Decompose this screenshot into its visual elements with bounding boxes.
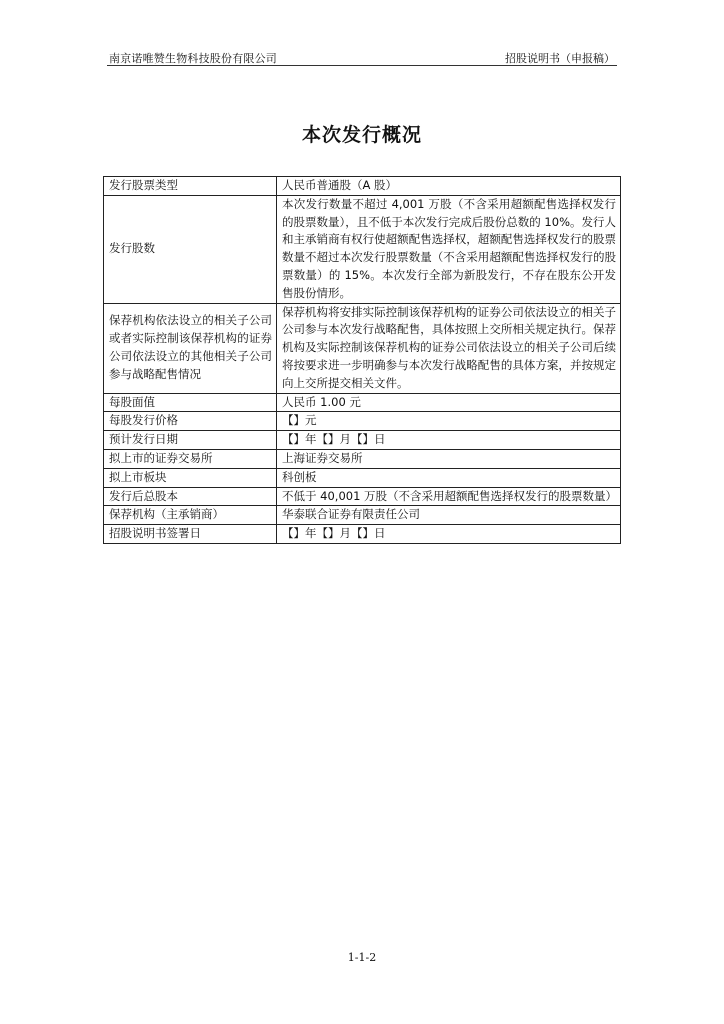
table-row: [104, 412, 621, 431]
row-value: 科创板: [277, 468, 621, 487]
row-label: 拟上市的证券交易所: [104, 449, 277, 468]
row-label: 发行后总股本: [104, 487, 277, 506]
row-value: 人民币普通股（A 股）: [277, 177, 621, 196]
row-label: 每股发行价格: [104, 412, 277, 431]
row-label: 拟上市板块: [104, 468, 277, 487]
table-row: [104, 195, 621, 303]
table-row: [104, 487, 621, 506]
table-row: [104, 506, 621, 525]
row-value: 华泰联合证券有限责任公司: [277, 506, 621, 525]
table-row: [104, 449, 621, 468]
table-row: [104, 303, 621, 393]
row-label: 招股说明书签署日: [104, 525, 277, 544]
row-value: 上海证券交易所: [277, 449, 621, 468]
row-label: 保荐机构依法设立的相关子公司或者实际控制该保荐机构的证券公司依法设立的其他相关子公司参与战略配售情况: [104, 303, 277, 393]
row-value: 本次发行数量不超过 4,001 万股（不含采用超额配售选择权发行的股票数量），且不低于本次发行完成后股份总数的 10%。发行人和主承销商有权行使超额配售选择权，超额配售选择权发行的股票数量不超过本次发行股票数量（不含采用超额配售选择权发行的股票数量）的 15%。本次发行全部为新股发行，不存在股东公开发售股份情形。: [277, 195, 621, 303]
header-rule: [107, 65, 617, 66]
row-value: 人民币 1.00 元: [277, 393, 621, 412]
row-value: 不低于 40,001 万股（不含采用超额配售选择权发行的股票数量）: [277, 487, 621, 506]
row-value: 【】年【】月【】日: [277, 431, 621, 450]
row-value: 【】年【】月【】日: [277, 525, 621, 544]
row-label: 发行股票类型: [104, 177, 277, 196]
page-title: 本次发行概况: [301, 124, 422, 146]
offering-summary-table: [103, 176, 621, 544]
table-row: [104, 468, 621, 487]
document-type: 招股说明书（申报稿）: [505, 52, 615, 65]
table-row: [104, 431, 621, 450]
page-header: [107, 50, 617, 64]
row-label: 发行股数: [104, 195, 277, 303]
row-label: 保荐机构（主承销商）: [104, 506, 277, 525]
table-row: [104, 177, 621, 196]
table-row: [104, 393, 621, 412]
company-name: 南京诺唯赞生物科技股份有限公司: [109, 52, 277, 65]
row-label: 每股面值: [104, 393, 277, 412]
row-label: 预计发行日期: [104, 431, 277, 450]
row-value: 保荐机构将安排实际控制该保荐机构的证券公司依法设立的相关子公司参与本次发行战略配售，具体按照上交所相关规定执行。保荐机构及实际控制该保荐机构的证券公司依法设立的相关子公司后续将按要求进一步明确参与本次发行战略配售的具体方案，并按规定向上交所提交相关文件。: [277, 303, 621, 393]
row-value: 【】元: [277, 412, 621, 431]
table-row: [104, 525, 621, 544]
page-number: 1-1-2: [347, 951, 377, 964]
